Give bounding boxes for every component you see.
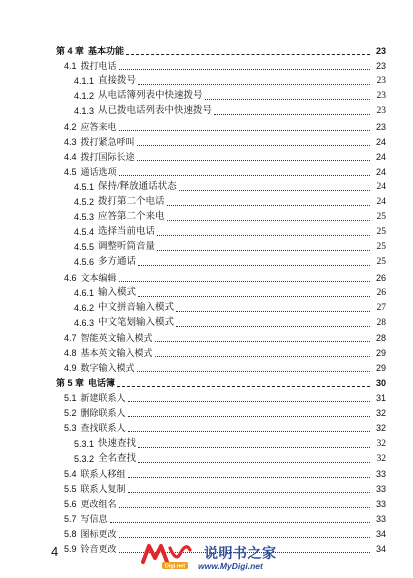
toc-entry-number: 5.3.2	[74, 453, 95, 464]
toc-entry-page: 25	[376, 242, 386, 253]
toc-entry-title: 应答来电	[80, 121, 117, 132]
toc-entry-title: 拨打国际长途	[80, 151, 135, 162]
toc-leader-dots	[157, 250, 370, 251]
toc-entry-title: 应答第二个来电	[98, 212, 165, 223]
toc-entry-number: 5.1	[64, 393, 77, 404]
toc-entry-number: 4.5.5	[74, 242, 95, 253]
toc-entry-number: 4.1.2	[74, 91, 95, 102]
toc-leader-dots	[155, 356, 370, 357]
toc-section-entry	[56, 117, 386, 132]
toc-entry-page: 28	[375, 332, 386, 343]
toc-leader-dots	[157, 235, 370, 236]
toc-entry-title: 智能英文输入模式	[80, 332, 153, 343]
toc-leader-dots	[128, 477, 370, 478]
toc-section-entry	[56, 102, 386, 117]
toc-entry-title: 拨打紧急呼叫	[80, 136, 135, 147]
toc-entry-number: 4.1.3	[74, 106, 95, 117]
toc-entry-page: 33	[375, 468, 386, 479]
toc-entry-number: 4.2	[64, 121, 77, 132]
toc-entry-title: 更改组名	[80, 498, 117, 509]
toc-leader-dots	[138, 447, 370, 448]
toc-leader-dots	[155, 341, 370, 342]
toc-leader-dots	[138, 296, 370, 297]
toc-section-entry	[56, 148, 386, 163]
toc-entry-title: 直接拨号	[98, 76, 137, 87]
toc-entry-number: 4.6	[64, 272, 77, 283]
toc-entry-page: 32	[376, 438, 386, 449]
toc-entry-title: 多方通话	[98, 257, 137, 268]
toc-leader-dots	[128, 416, 370, 417]
toc-leader-dots	[137, 160, 370, 161]
toc-section-entry	[56, 404, 386, 419]
toc-entry-page: 29	[375, 363, 386, 374]
toc-entry-title: 联系人移组	[80, 468, 126, 479]
toc-entry-title: 通话选项	[80, 166, 117, 177]
toc-entry-title: 数字输入模式	[80, 363, 135, 374]
toc-section-entry	[56, 299, 386, 314]
toc-section-entry	[56, 238, 386, 253]
toc-leader-dots	[119, 130, 370, 131]
toc-entry-page: 32	[375, 408, 386, 419]
toc-entry-number: 5.6	[64, 498, 77, 509]
toc-section-entry	[56, 419, 386, 434]
toc-entry-page: 24	[375, 151, 386, 162]
toc-entry-number: 4.3	[64, 136, 77, 147]
table-of-contents	[56, 42, 386, 555]
footer-logo	[140, 540, 300, 574]
toc-chapter-entry	[56, 42, 386, 57]
toc-entry-title: 调整听筒音量	[98, 242, 156, 253]
toc-entry-number: 4.5.6	[74, 257, 95, 268]
toc-entry-title: 输入模式	[98, 287, 137, 298]
toc-entry-title: 联系人复制	[80, 483, 126, 494]
toc-section-entry	[56, 389, 386, 404]
toc-entry-page: 33	[375, 514, 386, 524]
logo-badge-text: Digi.net	[164, 563, 186, 570]
footer-brand: 说明书之家	[204, 546, 277, 562]
toc-entry-number: 4.5.1	[74, 181, 95, 192]
toc-entry-number: 第 5 章	[56, 378, 85, 389]
toc-section-entry	[56, 178, 386, 193]
toc-leader-dots	[128, 401, 370, 402]
page-number: 4	[51, 544, 59, 559]
toc-leader-dots	[167, 220, 370, 221]
toc-section-entry	[56, 359, 386, 374]
toc-entry-page: 25	[376, 212, 386, 223]
toc-entry-page: 29	[375, 347, 386, 358]
toc-section-entry	[56, 434, 386, 449]
toc-entry-title: 铃音更改	[80, 544, 117, 555]
toc-section-entry	[56, 480, 386, 495]
toc-entry-title: 全名查找	[98, 453, 137, 464]
toc-entry-page: 23	[376, 106, 386, 117]
toc-entry-title: 拨打电话	[80, 61, 117, 72]
mydigi-logo-mark	[140, 540, 194, 570]
toc-section-entry	[56, 465, 386, 480]
toc-entry-number: 4.8	[64, 347, 77, 358]
toc-leader-dots	[138, 462, 370, 463]
toc-section-entry	[56, 208, 386, 223]
toc-entry-page: 25	[376, 257, 386, 268]
toc-entry-title: 从电话簿列表中快速拨号	[98, 91, 203, 102]
toc-leader-dots	[126, 54, 370, 55]
toc-entry-number: 5.8	[64, 529, 77, 540]
toc-entry-title: 图标更改	[80, 529, 117, 540]
toc-entry-page: 23	[375, 46, 386, 57]
toc-entry-title: 保持/释放通话状态	[98, 181, 177, 192]
toc-entry-page: 24	[375, 136, 386, 147]
toc-leader-dots	[179, 190, 370, 191]
toc-entry-title: 删除联系人	[80, 408, 126, 419]
toc-entry-page: 24	[375, 166, 386, 177]
toc-entry-number: 5.9	[64, 544, 77, 555]
toc-entry-page: 31	[375, 393, 386, 404]
toc-entry-title: 基本英文输入模式	[80, 347, 153, 358]
toc-entry-number: 4.1	[64, 61, 77, 72]
toc-entry-title: 快速查找	[98, 438, 137, 449]
toc-entry-page: 33	[375, 498, 386, 509]
toc-entry-title: 新建联系人	[80, 393, 126, 404]
toc-section-entry	[56, 284, 386, 299]
toc-entry-page: 33	[375, 483, 386, 494]
toc-entry-page: 23	[375, 61, 386, 72]
toc-entry-page: 26	[376, 287, 386, 298]
toc-section-entry	[56, 510, 386, 525]
toc-entry-number: 5.4	[64, 468, 77, 479]
toc-entry-title: 从已拨电话列表中快速拨号	[98, 106, 213, 117]
toc-leader-dots	[128, 431, 370, 432]
toc-entry-title: 拨打第二个电话	[98, 197, 165, 208]
toc-section-entry	[56, 163, 386, 178]
toc-leader-dots	[138, 265, 370, 266]
toc-entry-number: 4.5.4	[74, 227, 95, 238]
toc-entry-page: 23	[375, 121, 386, 132]
toc-leader-dots	[137, 145, 370, 146]
toc-leader-dots	[138, 84, 370, 85]
toc-section-entry	[56, 329, 386, 344]
toc-leader-dots	[117, 386, 370, 387]
toc-entry-page: 23	[376, 91, 386, 102]
toc-entry-title: 选择当前电话	[98, 227, 156, 238]
toc-entry-page: 26	[375, 272, 386, 283]
toc-entry-number: 5.3.1	[74, 438, 95, 449]
toc-entry-page: 34	[375, 529, 386, 540]
toc-entry-number: 4.5	[64, 166, 77, 177]
toc-leader-dots	[119, 69, 370, 70]
toc-entry-page: 25	[376, 227, 386, 238]
toc-leader-dots	[214, 114, 370, 115]
toc-entry-number: 第 4 章	[56, 46, 85, 57]
toc-entry-number: 4.9	[64, 363, 77, 374]
toc-entry-number: 4.5.3	[74, 212, 95, 223]
toc-entry-title: 查找联系人	[80, 423, 126, 434]
toc-section-entry	[56, 72, 386, 87]
toc-entry-number: 4.6.2	[74, 302, 95, 313]
toc-entry-title: 电话簿	[88, 378, 116, 389]
toc-entry-number: 5.7	[64, 514, 77, 524]
toc-leader-dots	[137, 371, 370, 372]
toc-entry-number: 5.2	[64, 408, 77, 419]
toc-entry-number: 4.7	[64, 332, 77, 343]
toc-entry-page: 32	[375, 423, 386, 434]
toc-section-entry	[56, 133, 386, 148]
toc-leader-dots	[119, 507, 370, 508]
toc-entry-number: 4.5.2	[74, 197, 95, 208]
toc-section-entry	[56, 268, 386, 283]
toc-leader-dots	[119, 281, 370, 282]
toc-entry-page: 32	[376, 453, 386, 464]
toc-leader-dots	[176, 311, 370, 312]
toc-section-entry	[56, 525, 386, 540]
toc-entry-page: 24	[376, 181, 386, 192]
toc-leader-dots	[119, 537, 370, 538]
toc-entry-number: 4.4	[64, 151, 77, 162]
toc-chapter-entry	[56, 374, 386, 389]
toc-entry-page: 34	[375, 544, 386, 555]
toc-entry-title: 文本编辑	[80, 272, 117, 283]
toc-entry-title: 写信息	[80, 514, 108, 524]
toc-section-entry	[56, 314, 386, 329]
toc-entry-number: 4.6.3	[74, 317, 95, 328]
toc-entry-page: 28	[376, 317, 386, 328]
toc-section-entry	[56, 57, 386, 72]
toc-section-entry	[56, 87, 386, 102]
toc-section-entry	[56, 223, 386, 238]
toc-section-entry	[56, 253, 386, 268]
toc-section-entry	[56, 495, 386, 510]
toc-entry-title: 基本功能	[88, 46, 125, 57]
toc-entry-title: 中文笔划输入模式	[98, 317, 175, 328]
toc-leader-dots	[128, 492, 370, 493]
toc-leader-dots	[205, 99, 370, 100]
toc-leader-dots	[176, 326, 370, 327]
toc-entry-title: 中文拼音输入模式	[98, 302, 175, 313]
toc-entry-page: 27	[376, 302, 386, 313]
toc-entry-number: 4.6.1	[74, 287, 95, 298]
toc-leader-dots	[119, 175, 370, 176]
toc-leader-dots	[110, 522, 370, 523]
toc-entry-number: 5.3	[64, 423, 77, 434]
toc-leader-dots	[167, 205, 370, 206]
toc-entry-number: 4.1.1	[74, 76, 95, 87]
toc-section-entry	[56, 450, 386, 465]
footer-url: www.MyDigi.net	[198, 561, 263, 571]
toc-entry-page: 23	[376, 76, 386, 87]
toc-entry-page: 24	[376, 197, 386, 208]
toc-entry-page: 30	[375, 378, 386, 389]
toc-section-entry	[56, 344, 386, 359]
toc-section-entry	[56, 193, 386, 208]
toc-entry-number: 5.5	[64, 483, 77, 494]
